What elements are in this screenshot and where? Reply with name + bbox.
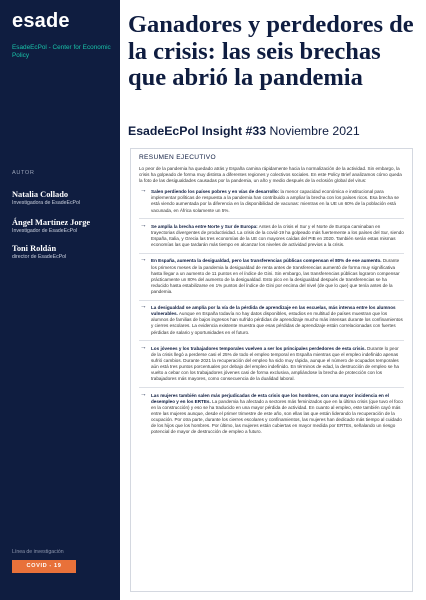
author-heading: AUTOR [12,170,35,176]
research-line-label: Línea de investigación [12,549,64,555]
summary-point [139,390,404,440]
esade-logo: esade [12,10,70,32]
insight-series: EsadeEcPol Insight #33 [128,124,267,138]
document-title: Ganadores y perdedores de la crisis: las seis brechas que abrió la pandemia [128,11,414,91]
sidebar [0,0,120,600]
summary-heading: RESUMEN EJECUTIVO [139,154,216,161]
author-role: Investigadora de EsadeEcPol [12,200,81,206]
author-block [12,218,116,235]
arrow-right-icon: → [140,390,147,398]
document-subtitle [128,124,418,138]
author-block [12,190,116,207]
research-line-badge: COVID - 19 [12,560,76,573]
point-text: la menor capacidad económica e institucional para implementar políticas de respuesta a la pandemia han contribuido a ampliar la brecha con los países ricos. Esa brecha se está viendo aumentada por la diferencia en la disponibilidad de vacunas: mientras en la UE un 60% de la población está vacunada, en África solamente un 5%. [151,189,399,213]
point-text: Antes de la crisis el Sur y el Norte de Europa caminaban en trayectorias divergentes de productividad. La crisis de la covid-19 ha golpeado más fuertemente a los países del Sur, siendo España, Italia, y Grecia las tres economías de la UE con mayores caídas del PIB en 2020. También serán estas mismas economías las que tardarán más tiempo en alcanzar los niveles de actividad previos a la crisis. [151,223,404,248]
summary-point [139,221,404,254]
author-name: Toni Roldán [12,244,57,253]
executive-summary [130,148,413,592]
author-block [12,244,116,261]
point-lead: Se amplía la brecha entre Norte y Sur de Europa: [151,223,258,229]
author-name: Ángel Martínez Jorge [12,218,91,227]
publication-date: Noviembre 2021 [269,124,360,138]
center-name: EsadeEcPol - Center for Economic Policy [12,44,111,59]
author-role: director de EsadeEcPol [12,254,67,260]
summary-intro: Lo peor de la pandemia ha quedado atrás y España camina rápidamente hacia la normalización de la actividad. Sin embargo, la crisis ha golpeado de forma muy distinta a diferentes regiones y colectivos sociales. En este Policy Brief analizamos cómo queda la foto de las desigualdades causadas por la pandemia, un año y medio después de la eclosión global del virus: [139,166,402,184]
author-name: Natalia Collado [12,190,69,199]
summary-point [139,305,404,341]
point-text: La pandemia ha afectado a sectores más feminizados que en la última crisis (que tuvo el foco en la construcción) y eso se ha traducido en una mayor pérdida de actividad. En cuanto al empleo, este también cayó más entre las mujeres aunque, desde el primer trimestre de este año, son ellas las que están liderando la recuperación de la ocupación. Por otra parte, durante los cierres escolares y confinamientos, las mujeres han dedicado más tiempo al cuidado de los hijos que los hombres. Por último, las mujeres están cubiertas en mayor medida por ERTEs, señalando un riesgo potencial de mayor de destrucción de empleo a futuro. [151,398,403,435]
point-text: Durante lo peor de la crisis llegó a perderse casi el 25% de todo el empleo temporal en España mientras que el empleo indefinido apenas sufrió cambios. Durante 2021 la recuperación del empleo ha sido muy rápida, aunque el número de ocupados temporales aún está tres puntos porcentuales por debajo del empleo indefinido. En términos de edad, la destrucción de empleo se ha vuelto a cebar con los trabajadores jóvenes casi de forma exclusiva, ampliándose la brecha de protección con los trabajadores más mayores, como consecuencia de la dualidad laboral. [151,345,399,382]
point-lead: Los jóvenes y los trabajadores temporales vuelven a ser los principales perdedores de esta crisis. [151,345,366,351]
point-text: Durante los primeros meses de la pandemia la desigualdad de renta antes de transferencias aumentó de forma muy significativa hasta llegar a un aumento de 11 puntos en el índice de Gini. Sin embargo, las transferencias públicas lograron compensar prácticamente un 80% del aumento de la desigualdad. Esto pico en la desigualdad después de transferencias se ha reducido hasta estabilizarse en 1% puntos del índice de Gini por encima del nivel (de que lo que) que tenía antes de la pandemia. [151,258,400,294]
summary-point [139,343,404,388]
arrow-right-icon: → [140,343,147,351]
summary-point [139,189,404,219]
arrow-right-icon: → [140,187,147,195]
summary-points [139,189,404,440]
arrow-right-icon: → [140,256,147,264]
point-lead: La desigualdad se amplía por la vía de la pérdida de aprendizaje en las escuelas, más intensa entre los alumnos vulnerables. [151,305,396,317]
arrow-right-icon: → [140,303,147,311]
point-lead: Las mujeres también salen más perjudicadas de esta crisis que los hombres, con una mayor incidencia en el desempleo y en los ERTEs. [151,392,389,404]
point-lead: Salen perdiendo los países pobres y en vías de desarrollo: [151,189,280,195]
arrow-right-icon: → [140,221,147,229]
point-text: Aunque en España todavía no hay datos disponibles, estudios en multitud de países muestran que los alumnos de familias de bajos ingresos han sufrido pérdidas de aprendizaje mucho más intensas durante los confinamientos y cierres escolares. La evidencia existente muestra que esas pérdidas de aprendizaje están correlacionadas con fuertes pérdidas de salario y oportunidades en el futuro. [151,311,403,335]
author-role: Investigador de EsadeEcPol [12,228,78,234]
summary-point [139,258,404,300]
point-lead: En España, aumenta la desigualdad, pero las transferencias públicas compensan el 80% de ese aumento. [151,258,382,264]
